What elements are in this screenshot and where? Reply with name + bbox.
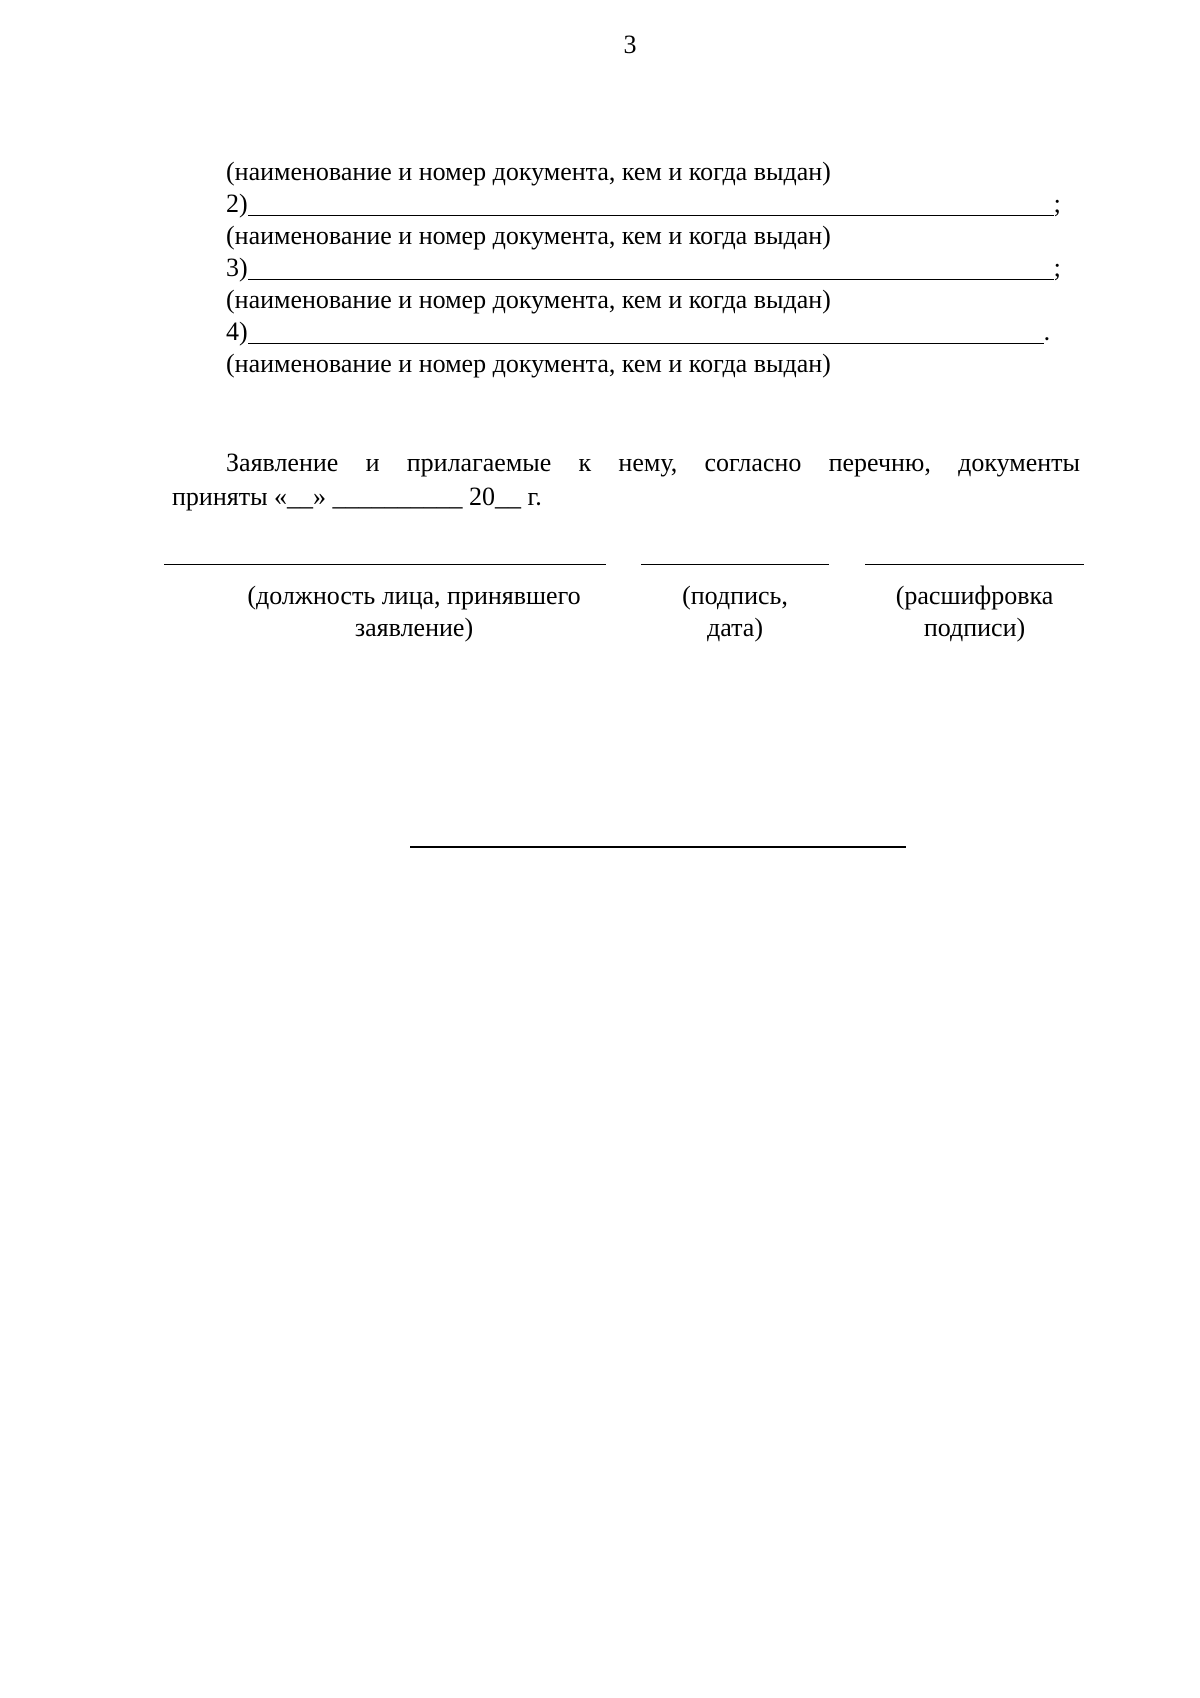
document-end-2: ; [1053,189,1061,218]
sign-date-line[interactable] [641,564,829,565]
signature-decode-caption [865,580,1084,644]
end-of-document-rule [410,846,906,848]
acceptance-statement [172,446,1080,514]
document-caption-4: (наименование и номер документа, кем и когда выдан) [226,349,831,378]
document-caption-1: (наименование и номер документа, кем и когда выдан) [226,157,831,186]
document-end-4: . [1043,317,1051,346]
document-blank-2[interactable] [248,191,1054,216]
document-blank-3[interactable] [248,255,1054,280]
document-entry-3 [226,252,1086,284]
sign-caption-line-1: (подпись, [682,581,788,610]
document-number-3: 3) [226,253,248,282]
sign-date-caption [641,580,829,644]
document-caption-2: (наименование и номер документа, кем и когда выдан) [226,221,831,250]
document-entry-4 [226,316,1086,348]
document-number-2: 2) [226,189,248,218]
document-entry-2 [226,188,1086,220]
signature-decode-line[interactable] [865,564,1084,565]
decode-caption-line-2: подписи) [923,613,1026,642]
document-caption-3: (наименование и номер документа, кем и когда выдан) [226,285,831,314]
sign-caption-line-2: дата) [707,613,763,642]
document-end-3: ; [1053,253,1061,282]
documents-list [226,156,1086,380]
position-caption [214,580,614,644]
statement-line-2: приняты «__» __________ 20__ г. [172,482,542,511]
document-number-4: 4) [226,317,248,346]
decode-caption-line-1: (расшифровка [895,581,1054,610]
statement-line-1: Заявление и прилагаемые к нему, согласно перечню, документы [226,448,1080,477]
page-number: 3 [623,30,637,59]
position-signature-line[interactable] [164,564,606,565]
position-caption-line-1: (должность лица, принявшего [247,581,581,610]
document-blank-4[interactable] [248,319,1044,344]
position-caption-line-2: заявление) [354,613,474,642]
